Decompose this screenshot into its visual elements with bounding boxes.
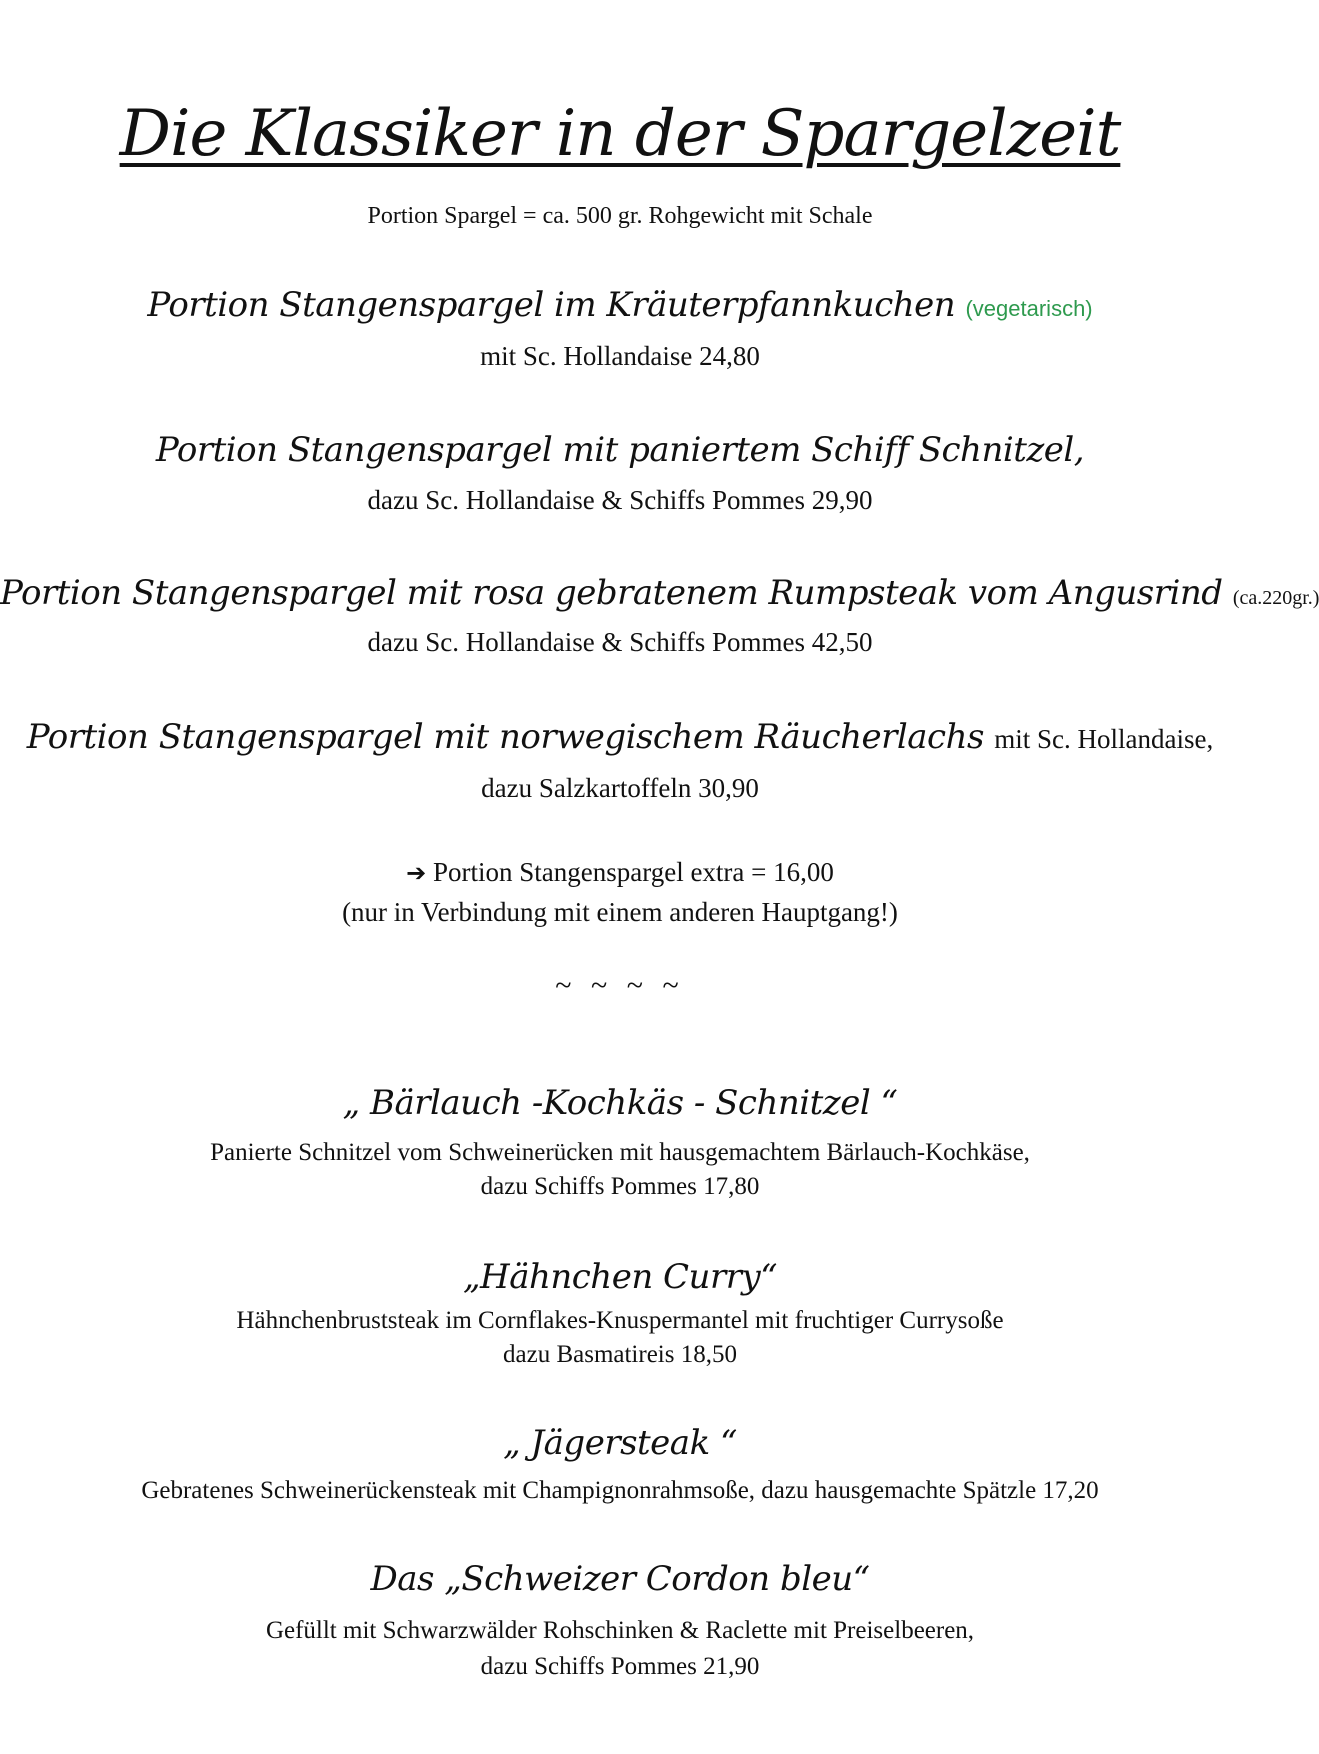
extra-portion-price: Portion Stangenspargel extra = 16,00 — [432, 857, 834, 887]
page-title: Die Klassiker in der Spargelzeit — [119, 97, 1121, 171]
dish-title-schnitzel: Portion Stangenspargel mit paniertem Schiff Schnitzel, — [155, 430, 1085, 470]
dish-description: dazu Schiffs Pommes 21,90 — [480, 1653, 760, 1680]
dish-title-jaegersteak: „ Jägersteak “ — [503, 1423, 737, 1463]
vegetarian-tag: (vegetarisch) — [965, 296, 1093, 321]
dish-title-kraeuterpfannkuchen — [0, 282, 1240, 332]
dish-description: dazu Salzkartoffeln 30,90 — [481, 773, 759, 803]
dish-description: mit Sc. Hollandaise 24,80 — [480, 341, 760, 371]
dish-description: dazu Schiffs Pommes 17,80 — [480, 1173, 760, 1200]
dish-title-haehnchen-curry: „Hähnchen Curry“ — [462, 1257, 778, 1297]
section-divider: ~ ~ ~ ~ — [555, 969, 685, 1002]
dish-description: dazu Basmatireis 18,50 — [503, 1341, 737, 1368]
dish-name-suffix: mit Sc. Hollandaise, — [994, 724, 1214, 754]
portion-note: Portion Spargel = ca. 500 gr. Rohgewicht mit Schale — [367, 203, 873, 229]
dish-title-raeucherlachs — [0, 714, 1240, 762]
dish-description: Hähnchenbruststeak im Cornflakes-Knuspermantel mit fruchtiger Currysoße — [236, 1307, 1004, 1334]
dish-title-cordon-bleu: Das „Schweizer Cordon bleu“ — [370, 1559, 870, 1599]
extra-portion-condition: (nur in Verbindung mit einem anderen Hauptgang!) — [342, 897, 898, 927]
dish-title-baerlauch-schnitzel: „ Bärlauch -Kochkäs - Schnitzel “ — [342, 1083, 898, 1123]
dish-name: Portion Stangenspargel mit norwegischem Räucherlachs — [26, 717, 984, 757]
dish-description: dazu Sc. Hollandaise & Schiffs Pommes 29,90 — [367, 485, 873, 515]
dish-name: Portion Stangenspargel mit rosa gebratenem Rumpsteak vom Angusrind — [0, 573, 1223, 613]
dish-description: Gefüllt mit Schwarzwälder Rohschinken & Raclette mit Preiselbeeren, — [265, 1617, 975, 1644]
dish-description: Gebratenes Schweinerückensteak mit Champignonrahmsoße, dazu hausgemachte Spätzle 17,20 — [141, 1477, 1099, 1504]
dish-title-rumpsteak — [0, 570, 1319, 621]
dish-description: dazu Sc. Hollandaise & Schiffs Pommes 42,50 — [367, 627, 873, 657]
dish-name: Portion Stangenspargel im Kräuterpfannkuchen — [147, 285, 956, 325]
extra-portion-line — [0, 854, 1240, 891]
arrow-right-icon: ➔ — [406, 859, 427, 887]
dish-description: Panierte Schnitzel vom Schweinerücken mit hausgemachtem Bärlauch-Kochkäse, — [210, 1139, 1030, 1166]
weight-note: (ca.220gr.) — [1232, 587, 1319, 609]
